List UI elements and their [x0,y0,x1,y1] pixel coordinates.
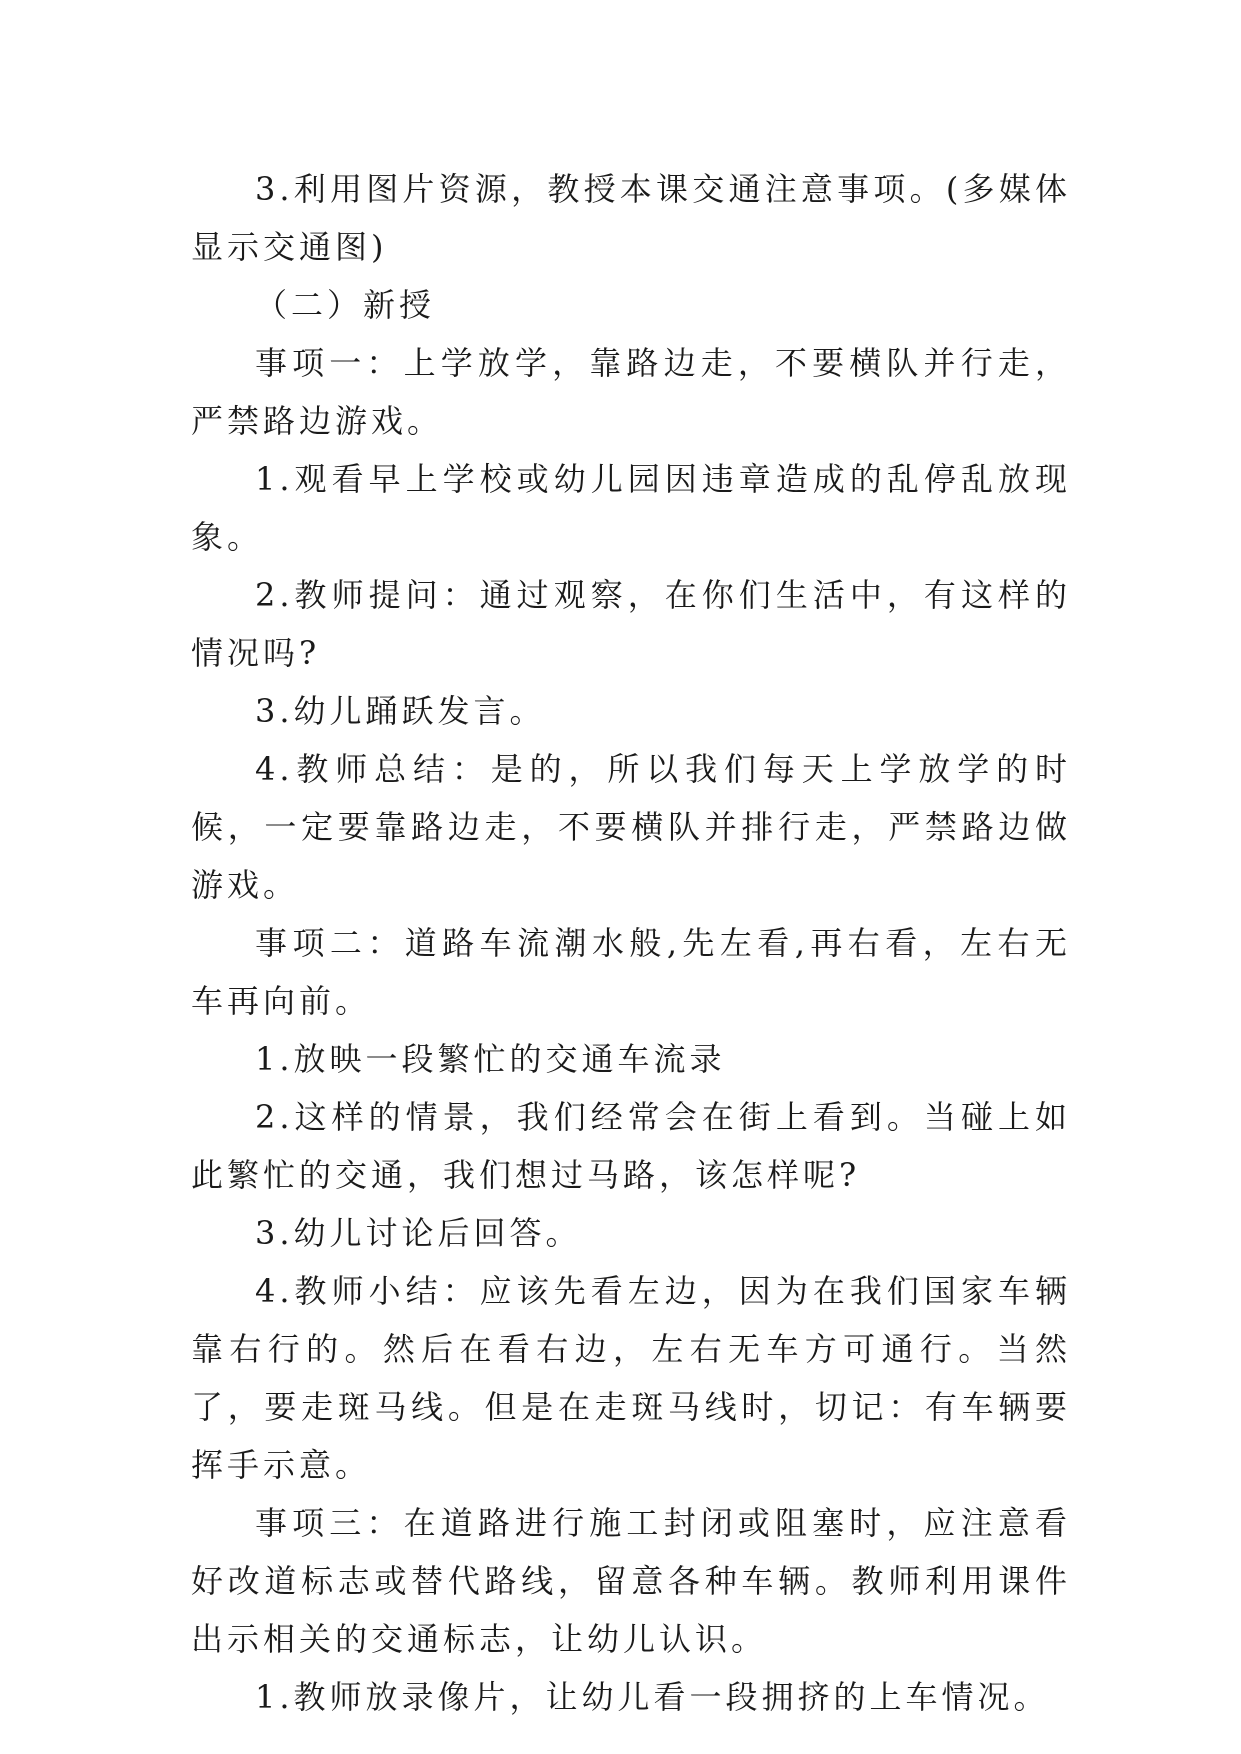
paragraph-step-3-multimedia: 3.利用图片资源，教授本课交通注意事项。(多媒体显示交通图) [191,170,1071,266]
paragraph-item-one-step-2: 2.教师提问：通过观察，在你们生活中，有这样的情况吗? [191,576,1071,672]
paragraph-item-three-step-1: 1.教师放录像片，让幼儿看一段拥挤的上车情况。 [255,1678,1050,1716]
paragraph-item-one-step-1: 1.观看早上学校或幼儿园因违章造成的乱停乱放现象。 [191,460,1071,556]
document-body [191,160,1071,1726]
paragraph-item-two-step-1: 1.放映一段繁忙的交通车流录 [255,1040,726,1078]
paragraph-item-two-step-4: 4.教师小结：应该先看左边，因为在我们国家车辆靠右行的。然后在看右边，左右无车方可通行。当然了，要走斑马线。但是在走斑马线时，切记：有车辆要挥手示意。 [191,1272,1071,1484]
paragraph-item-two: 事项二：道路车流潮水般,先左看,再右看，左右无车再向前。 [191,924,1071,1020]
paragraph-item-one: 事项一：上学放学，靠路边走，不要横队并行走，严禁路边游戏。 [191,344,1071,440]
paragraph-item-two-step-3: 3.幼儿讨论后回答。 [255,1214,582,1252]
paragraph-item-one-step-4: 4.教师总结：是的，所以我们每天上学放学的时候，一定要靠路边走，不要横队并排行走，严禁路边做游戏。 [191,750,1071,904]
paragraph-item-one-step-3: 3.幼儿踊跃发言。 [255,692,546,730]
paragraph-item-two-step-2: 2.这样的情景，我们经常会在街上看到。当碰上如此繁忙的交通，我们想过马路，该怎样呢? [191,1098,1071,1194]
section-heading-new-lesson: （二）新授 [255,286,436,324]
paragraph-item-three: 事项三：在道路进行施工封闭或阻塞时，应注意看好改道标志或替代路线，留意各种车辆。教师利用课件出示相关的交通标志，让幼儿认识。 [191,1504,1071,1658]
